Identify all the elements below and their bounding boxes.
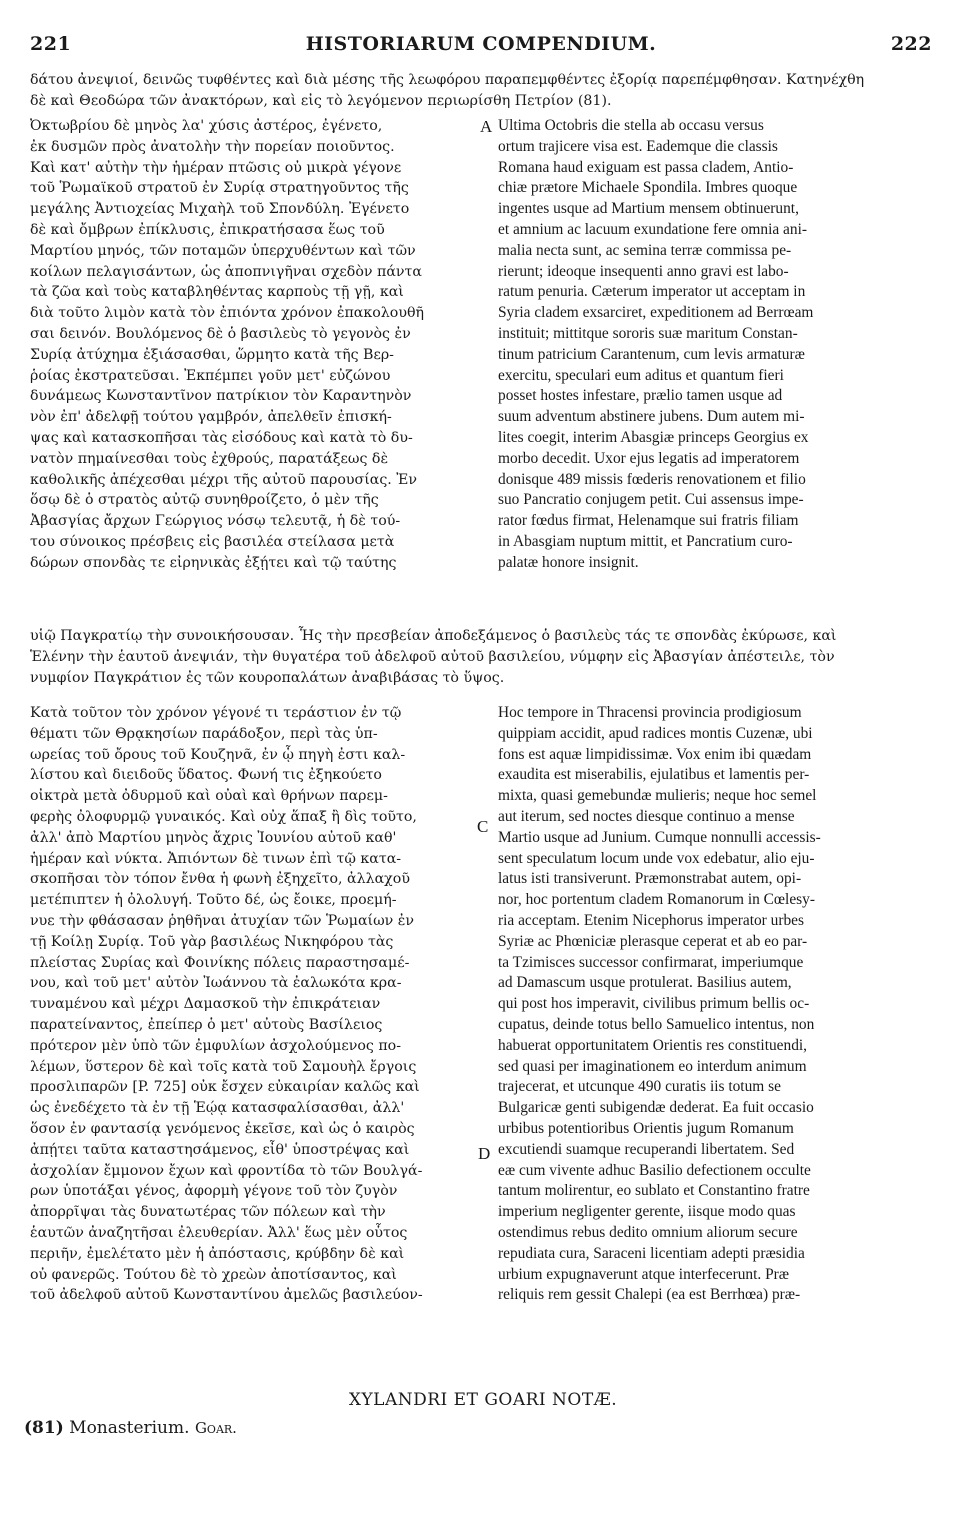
latin-line: Romana haud exiguam est passa cladem, Antio- [498,158,794,176]
greek-line: οἰκτρὰ μετὰ ὀδυρμοῦ καὶ οὐαὶ καὶ θρήνων παρεμ- [30,788,388,805]
greek-line: οὐ φανερῶς. Τούτου δὲ τὸ χρεὼν ἀποτίσαντος, καὶ [30,1266,397,1283]
greek-line: νατὸν πημαίνεσθαι τοὺς ἐχθρούς, παρατάξεως δὲ [30,450,389,467]
greek-middle-line-3: νυμφίον Παγκράτιον ἐς τῶν κουροπαλάτων ἀναβιβάσας τὸ ὕψος. [30,670,505,686]
latin-line: repudiata cura, Saraceni licentiam adepti præsidia [498,1244,805,1262]
latin-line: cupatus, deinde totus bello Samuelico intentus, non [498,1015,815,1033]
greek-line: τοῦ Ῥωμαϊκοῦ στρατοῦ ἐν Συρίᾳ στρατηγοῦντος τῆς [30,180,409,197]
greek-line: Ἀβασγίας ἄρχων Γεώργιος νόσῳ τελευτᾷ, ἡ δὲ τού- [30,513,401,530]
greek-line: νυε τὴν φθάσασαν ῥηθῆναι ἀτυχίαν τῶν Ῥωμαίων ἐν [30,912,415,929]
left-page-number: 221 [30,33,72,55]
latin-line: morbo decedit. Uxor ejus legatis ad imperatorem [498,449,800,467]
greek-line: περιῆν, ἐμελέτατο μὲν ἡ ἀπόστασις, κρύβδην δὲ καὶ [30,1245,405,1262]
latin-line: reliquis rem gessit Chalepi (ea est Berrhœa) præ- [498,1286,801,1304]
latin-line: Martio usque ad Junium. Cumque nonnulli accessis- [498,828,821,846]
latin-line: Bulgaricæ genti subigendæ dederat. Ea fuit occasio [498,1099,814,1117]
footnote-ref: (81) [24,1418,64,1438]
greek-line: τῇ Κοίλῃ Συρίᾳ. Τοῦ γὰρ βασιλέως Νικηφόρου τὰς [30,933,394,950]
latin-line: nor, hoc portentum cladem Romanorum in Cœlesy- [498,891,815,909]
latin-line: ortum trajicere visa est. Eademque die classis [498,137,778,155]
greek-line: πρότερον μὲν ὑπὸ τῶν ἐμφυλίων ἀσχολούμενος πο- [30,1037,402,1054]
greek-line: τὰ ζῶα καὶ τοὺς καταβληθέντας καρποὺς τῇ γῇ, καὶ [30,284,404,301]
greek-line: δυνάμεως Κωνσταντῖνον πατρίκιον τὸν Καραντηνὸν [30,388,412,405]
greek-line: κοίλων πελαγισάντων, ὡς ἀποπνιγῆναι σχεδὸν πάντα [30,263,422,280]
latin-line: exercitu, speculari eum aditus et quantum fieri [498,366,784,384]
latin-line: suum adventum abstinere jubens. Dum autem mi- [498,408,805,426]
latin-line: instituit; mittitque sororis suæ maritum Constan- [498,324,798,342]
latin-line: ria acceptam. Etenim Nicephorus imperator urbes [498,911,804,929]
greek-line: ἀλλ' ἀπὸ Μαρτίου μηνὸς ἄχρις Ἰουνίου αὐτοῦ καθ' [30,829,397,846]
greek-line: Ὀκτωβρίου δὲ μηνὸς λα' χύσις ἀστέρος, ἐγένετο, [30,118,383,134]
greek-line: Μαρτίου μηνός, τῶν ποταμῶν ὑπερχυθέντων καὶ τῶν [30,242,416,259]
latin-line: ad Damascum usque protulerat. Basilius autem, [498,974,792,992]
latin-line: eæ cum vivente adhuc Basilio defectionem occulte [498,1161,811,1179]
latin-line: habuerat opportunitatem Orientis res constituendi, [498,1036,808,1054]
greek-line: ωρείας τοῦ ὄρους τοῦ Κουζηνᾶ, ἐν ᾧ πηγὴ ἐστι καλ- [30,746,406,763]
latin-line: excutiendi suamque recuperandi libertatem. Sed [498,1140,795,1158]
right-page-number: 222 [890,33,932,55]
margin-marker-d: D [478,1144,491,1163]
latin-line: sent speculatum locum unde vox edebatur, alio eju- [498,849,815,867]
greek-line: νὸν ἐπ' ἀδελφῇ τούτου γαμβρόν, ἀπελθεῖν ἐπισκή- [30,409,392,426]
latin-line: urbibus potentioribus Orientis jugum Romanum [498,1119,794,1137]
greek-middle-line-2: Ἑλένην τὴν ἑαυτοῦ ἀνεψιάν, τὴν θυγατέρα τοῦ ἀδελφοῦ αὐτοῦ βασιλείου, νύμφην εἰς Ἀβασγίαν ἀπέστειλε, τὸν [30,649,835,665]
greek-line: φερὴς ὀλοφυρμῷ γυναικός. Καὶ οὐχ ἅπαξ ἢ δὶς τοῦτο, [30,808,417,825]
latin-line: ratum penuria. Cæterum imperator ut acceptam in [498,283,806,301]
running-title: HISTORIARUM COMPENDIUM. [305,33,657,55]
notes-heading: XYLANDRI ET GOARI NOTÆ. [348,1390,618,1410]
greek-line: του σύνοικος πρέσβεις εἰς βασιλέα στείλασα μετὰ [30,533,395,550]
latin-line: latus isti transiverunt. Præmonstrabat autem, opi- [498,870,802,888]
greek-line: μετέπιπτεν ἡ ὀλολυγή. Τοῦτο δέ, ὡς ἔοικε, προεμή- [30,892,397,909]
latin-line: trajecerat, et utcunque 490 curatis iis totum se [498,1078,781,1096]
greek-line: ἐκ δυσμῶν πρὸς ἀνατολὴν τὴν πορείαν ποιοῦντος. [30,138,395,155]
latin-line: palatæ honore insignit. [498,553,639,571]
latin-line: ta Tzimisces successor confirmarat, imperiumque [498,953,804,971]
latin-line: ingentes usque ad Martium mensem obtinuerunt, [498,200,799,218]
latin-column-section-2 [498,703,938,1306]
latin-line: et amnium ac lacuum exundatione fere omnia ani- [498,220,807,238]
greek-line: τυναμένου καὶ μέχρι Δαμασκοῦ τὴν ἐπικράτειαν [30,996,381,1013]
greek-line: καθολικῆς ἀπέχεσθαι μέχρι τῆς αὐτοῦ παρουσίας. Ἐν [30,471,418,488]
footnote-81 [24,1418,237,1438]
latin-line: tantum molirentur, eo sublato et Constantino fratre [498,1182,810,1200]
latin-line: Hoc tempore in Thracensi provincia prodigiosum [498,704,802,721]
latin-line: in Abasgiam nuptum mittit, et Pancratium curo- [498,532,793,550]
latin-line: malia necta sunt, ac semina terræ commissa pe- [498,241,792,259]
latin-line: mixta, quasi gemebundæ mulieris; neque hoc semel [498,787,817,805]
latin-line: urbium expugnaverunt atque interfecerunt. Præ [498,1265,790,1283]
latin-line: quippiam accidit, apud radices montis Cuzenæ, ubi [498,724,813,742]
latin-line: exaudita est miserabilis, ejulatibus et lamentis per- [498,766,810,784]
latin-line: aut iterum, sed noctes diesque continuo a mense [498,807,795,825]
greek-line: θέματι τῶν Θρᾳκησίων παράδοξον, περὶ τὰς ὑπ- [30,725,378,742]
footnote-author: Goar. [194,1419,237,1437]
latin-line: tinum patricium Carantenum, cum levis armaturæ [498,345,805,363]
latin-line: ostendimus rebus dedito omnium aliorum secure [498,1223,798,1241]
greek-line: ἀπορρῖψαι τὰς δυνατωτέρας τῶν πόλεων καὶ τὴν [30,1204,386,1221]
greek-line: λίστου καὶ διειδοῦς ὕδατος. Φωνή τις ἐξηκούετο [30,767,382,784]
greek-line: σαι δεινόν. Βουλόμενος δὲ ὁ βασιλεὺς τὸ γεγονὸς ἐν [30,325,411,342]
greek-line: τοῦ ἀδελφοῦ αὐτοῦ Κωνσταντίνου ἀμελῶς βασιλεύον- [30,1287,423,1304]
greek-line: λέμων, ὕστερον δὲ καὶ τοῖς κατὰ τοῦ Σαμουὴλ ἔργοις [30,1058,417,1075]
margin-marker-c: C [477,817,489,836]
greek-line: ἡμέραν καὶ νύκτα. Ἀπιόντων δὲ τινων ἐπὶ τῷ κατα- [30,850,402,867]
greek-line: ὅσον ἐν φαντασίᾳ γενόμενος ἐκεῖσε, καὶ ὡς ὁ καιρὸς [30,1120,415,1137]
margin-marker-a: A [480,117,493,136]
greek-line: παρατείναντος, ἐπείπερ ὁ μετ' αὐτοὺς Βασίλειος [30,1016,383,1033]
latin-line: imperium negligenter gerente, iisque modo quas [498,1203,796,1221]
greek-line: Συρίᾳ ἀτύχημα ἐξιάσασθαι, ὥρμητο κατὰ τῆς Βερ- [30,346,394,363]
footnote-text: Monasterium. [69,1418,190,1438]
greek-line: ψας καὶ κατασκοπῆσαι τὰς εἰσόδους καὶ κατὰ τὸ δυ- [30,429,413,446]
latin-line: Syria cladem exsarciret, expeditionem ad Berrœam [498,304,814,322]
running-header [30,33,932,63]
latin-line: rator fœdus firmat, Helenamque sui fratris filiam [498,512,799,530]
greek-line: ὡς ἐνεδέχετο τὰ ἐν τῇ Ἑῴᾳ κατασφαλίσασθαι, ἀλλ' [30,1100,405,1117]
latin-line: qui post hos imperavit, civilibus primum bellis oc- [498,995,810,1013]
greek-line: ἀπῄτει ταῦτα καταστησάμενος, εἶθ' ὑποστρέψας καὶ [30,1141,410,1158]
greek-line: ρων ὑποτάξαι γένος, ἀφορμὴ γέγονε τοῦ τὸν ζυγὸν [30,1183,398,1200]
greek-line: μεγάλης Ἀντιοχείας Μιχαὴλ τοῦ Σπονδύλη. Ἐγένετο [30,201,410,218]
latin-column-section-1 [498,116,938,574]
greek-line: πλείστας Συρίας καὶ Φοινίκης πόλεις παραστησαμέ- [30,954,410,971]
greek-line: Κατὰ τοῦτον τὸν χρόνον γέγονέ τι τεράστιον ἐν τῷ [30,705,402,721]
latin-line: suo Pancratio conjugem petit. Cui assensus impe- [498,491,804,509]
latin-line: Syriæ ac Phœniciæ plerasque ceperat et ab eo par- [498,932,808,950]
greek-top-line-2: δὲ καὶ Θεοδώρα τῶν ἀνακτόρων, καὶ εἰς τὸ λεγόμενον περιωρίσθη Πετρίον (81). [30,93,612,109]
greek-column-section-1 [30,116,485,574]
greek-line: ἀσχολίαν ἔμμονον ἔχων καὶ φροντίδα τὸ τῶν Βουλγά- [30,1162,423,1179]
greek-line: διὰ τοῦτο λιμὸν κατὰ τὸν ἐπιόντα χρόνον ἐπακολουθῆ [30,305,424,322]
latin-line: chiæ prætore Michaele Spondila. Imbres quoque [498,179,798,197]
latin-line: donisque 489 missis fœderis renovationem et filio [498,470,806,488]
greek-line: δώρων σπονδὰς τε εἰρηνικὰς ἐξῄτει καὶ τῷ ταύτης [30,554,397,571]
latin-line: posset hostes infestare, prælio tamen usque ad [498,387,783,405]
greek-line: ὅσῳ δὲ ὁ στρατὸς αὐτῷ συνηθροίζετο, ὁ μὲν τῆς [30,492,379,509]
greek-line: ῥοίας ἐκστρατεῦσαι. Ἐκπέμπει γοῦν μετ' εὐζώνου [30,367,391,384]
latin-line: sed quasi per imaginationem eo interdum animum [498,1057,807,1075]
greek-top-line-1: δάτου ἀνεψιοί, δεινῶς τυφθέντες καὶ διὰ μέσης τῆς λεωφόρου παραπεμφθέντες ἐξορίᾳ παρεπέμφθησαν. Κατηνέχθη [30,72,865,88]
latin-line: fons est aquæ limpidissimæ. Vox enim ibi quædam [498,745,812,763]
greek-line: δὲ καὶ ὄμβρων ἐπίκλυσις, ἐπικρατήσασα ἕως τοῦ [30,221,385,238]
latin-line: lites coegit, interim Abasgiæ princeps Georgius ex [498,428,809,446]
greek-line: Καὶ κατ' αὐτὴν τὴν ἡμέραν πτῶσις οὐ μικρὰ γέγονε [30,159,402,176]
greek-middle-line-1: υἱῷ Παγκρατίῳ τὴν συνοικήσουσαν. Ἧς τὴν πρεσβείαν ἀποδεξάμενος ὁ βασιλεὺς τάς τε σπονδὰς ἐκύρωσε, καὶ [30,628,837,644]
latin-line: rierunt; ideoque insequenti anno gravi est labo- [498,262,789,280]
greek-line: προσλιπαρῶν [P. 725] οὐκ ἔσχεν εὐκαιρίαν καλῶς καὶ [30,1079,420,1096]
greek-column-section-2 [30,703,485,1306]
latin-line: Ultima Octobris die stella ab occasu versus [498,117,764,134]
greek-line: σκοπῆσαι τὸν τόπον ἔνθα ἡ φωνὴ ἐξηχεῖτο, ἀλλαχοῦ [30,871,410,888]
greek-line: ἑαυτῶν ἀναζητῆσαι ἐλευθερίαν. Ἀλλ' ἕως μὲν οὗτος [30,1224,408,1241]
greek-line: νου, καὶ τοῦ μετ' αὐτὸν Ἰωάννου τὰ ἐαλωκότα κρα- [30,975,402,992]
